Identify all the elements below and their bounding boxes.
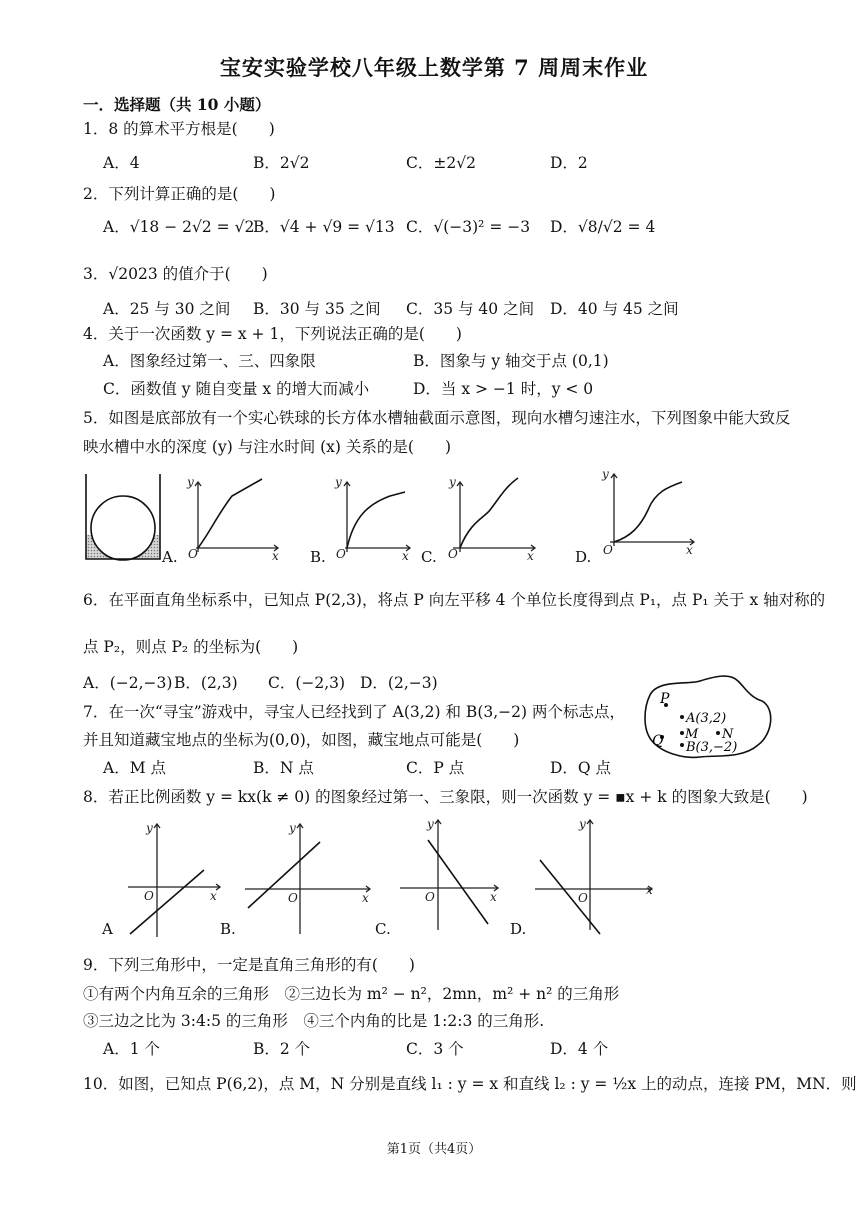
question-8-stem: 8．若正比例函数 y = kx(k ≠ 0) 的图象经过第一、三象限，则一次函数 y = ▪x + k 的图象大致是( ) xyxy=(83,788,808,806)
q9-option-a: A．1 个 xyxy=(103,1040,160,1058)
q8-letter-c: C. xyxy=(375,920,391,938)
q5-graph-a xyxy=(186,475,279,563)
svg-text:y: y xyxy=(449,475,456,489)
map-point-m: M xyxy=(685,727,699,742)
q7-option-a: A．M 点 xyxy=(103,759,166,777)
svg-text:y: y xyxy=(187,475,194,489)
q8-letter-d: D. xyxy=(510,920,527,938)
svg-text:x: x xyxy=(527,549,534,563)
page-title: 宝安实验学校八年级上数学第 7 周周末作业 xyxy=(219,55,649,80)
svg-text:O: O xyxy=(288,891,298,905)
svg-text:x: x xyxy=(646,883,653,897)
svg-text:y: y xyxy=(146,821,153,835)
q3-option-c: C．35 与 40 之间 xyxy=(406,300,535,318)
q8-letter-a: A xyxy=(102,920,113,938)
question-4-stem: 4．关于一次函数 y = x + 1，下列说法正确的是( ) xyxy=(83,325,462,343)
water-tank-diagram xyxy=(86,474,160,560)
q2-option-b: B．√4 + √9 = √13 xyxy=(253,218,395,236)
svg-text:x: x xyxy=(490,890,497,904)
q3-option-d: D．40 与 45 之间 xyxy=(550,300,679,318)
question-1-stem: 1．8 的算术平方根是( ) xyxy=(83,120,275,138)
q3-option-a: A．25 与 30 之间 xyxy=(103,300,231,318)
q8-letter-b: B. xyxy=(220,920,236,938)
svg-text:O: O xyxy=(425,890,435,904)
q1-option-d: D．2 xyxy=(550,154,588,172)
q6-option-a: A．(−2,−3) xyxy=(83,674,173,692)
q9-option-d: D．4 个 xyxy=(550,1040,609,1058)
question-5-stem-line-1: 5．如图是底部放有一个实心铁球的长方体水槽轴截面示意图，现向水槽匀速注水，下列图象中能大致反 xyxy=(83,409,791,427)
question-6-stem-line-2: 点 P₂，则点 P₂ 的坐标为( ) xyxy=(83,638,299,656)
q1-option-c: C．±2√2 xyxy=(406,154,476,172)
q5-graph-d xyxy=(601,467,694,557)
q4-option-d: D．当 x > −1 时，y < 0 xyxy=(413,380,594,398)
svg-text:O: O xyxy=(336,547,346,561)
q2-option-a: A．√18 − 2√2 = √2 xyxy=(103,218,255,236)
q5-letter-c: C. xyxy=(421,548,437,566)
svg-text:O: O xyxy=(144,889,154,903)
q9-option-c: C．3 个 xyxy=(406,1040,464,1058)
svg-text:y: y xyxy=(602,467,609,481)
question-9-stem: 9．下列三角形中，一定是直角三角形的有( ) xyxy=(83,956,415,974)
question-7-stem-line-2: 并且知道藏宝地点的坐标为(0,0)，如图，藏宝地点可能是( ) xyxy=(83,731,520,749)
page-footer: 第1页（共4页） xyxy=(386,1142,482,1157)
q3-option-b: B．30 与 35 之间 xyxy=(253,300,381,318)
q6-option-b: B．(2,3) xyxy=(174,674,238,692)
svg-text:y: y xyxy=(427,817,434,831)
q9-items-line-1: ①有两个内角互余的三角形 ②三边长为 m² − n²，2mn，m² + n² 的三角形 xyxy=(83,985,620,1003)
q7-option-d: D．Q 点 xyxy=(550,759,612,777)
q8-graph-b xyxy=(220,821,370,938)
svg-text:y: y xyxy=(335,475,342,489)
svg-text:x: x xyxy=(362,891,369,905)
q5-letter-a: A. xyxy=(162,548,178,566)
q5-letter-d: D. xyxy=(575,548,592,566)
svg-text:y: y xyxy=(289,821,296,835)
svg-text:O: O xyxy=(578,891,588,905)
map-point-a: A(3,2) xyxy=(686,711,727,726)
svg-text:x: x xyxy=(272,549,279,563)
question-7-stem-line-1: 7．在一次“寻宝”游戏中，寻宝人已经找到了 A(3,2) 和 B(3,−2) 两个标志点， xyxy=(83,703,625,721)
q1-option-b: B．2√2 xyxy=(253,154,310,172)
q2-option-d: D．√8/√2 = 4 xyxy=(550,218,656,236)
q7-option-b: B．N 点 xyxy=(253,759,314,777)
q6-option-d: D．(2,−3) xyxy=(360,674,438,692)
svg-text:x: x xyxy=(210,889,217,903)
question-2-stem: 2．下列计算正确的是( ) xyxy=(83,185,276,203)
question-5-stem-line-2: 映水槽中水的深度 (y) 与注水时间 (x) 关系的是( ) xyxy=(83,438,451,456)
q5-figures xyxy=(0,462,868,582)
section-heading: 一．选择题（共 10 小题） xyxy=(83,95,271,114)
q8-graph-c xyxy=(375,817,498,938)
map-point-b: B(3,−2) xyxy=(686,740,738,755)
q7-option-c: C．P 点 xyxy=(406,759,465,777)
q8-figures xyxy=(0,812,868,942)
question-3-stem: 3．√2023 的值介于( ) xyxy=(83,265,268,283)
question-6-stem-line-1: 6．在平面直角坐标系中，已知点 P(2,3)，将点 P 向左平移 4 个单位长度得到点 P₁，点 P₁ 关于 x 轴对称的 xyxy=(83,591,826,609)
q4-option-c: C．函数值 y 随自变量 x 的增大而减小 xyxy=(103,380,370,398)
q9-items-line-2: ③三边之比为 3:4:5 的三角形 ④三个内角的比是 1:2:3 的三角形. xyxy=(83,1012,545,1030)
q8-graph-d xyxy=(510,817,653,938)
svg-text:x: x xyxy=(402,549,409,563)
map-point-p: P xyxy=(660,691,670,707)
svg-text:O: O xyxy=(603,543,613,557)
q2-option-c: C．√(−3)² = −3 xyxy=(406,218,531,236)
svg-text:x: x xyxy=(686,543,693,557)
q5-graph-b xyxy=(334,475,410,563)
map-point-n: N xyxy=(722,727,734,742)
q1-option-a: A．4 xyxy=(103,154,140,172)
q5-graph-c xyxy=(448,475,535,563)
svg-text:O: O xyxy=(448,547,458,561)
svg-text:y: y xyxy=(579,817,586,831)
q5-letter-b: B. xyxy=(310,548,326,566)
map-point-q: Q xyxy=(652,733,664,749)
q4-option-b: B．图象与 y 轴交于点 (0,1) xyxy=(413,352,609,370)
q9-option-b: B．2 个 xyxy=(253,1040,311,1058)
q8-graph-a xyxy=(101,821,220,938)
svg-text:O: O xyxy=(188,547,198,561)
question-10-stem: 10．如图，已知点 P(6,2)，点 M，N 分别是直线 l₁ : y = x 和直线 l₂ : y = ½x 上的动点，连接 PM，MN．则 xyxy=(83,1075,857,1093)
treasure-map xyxy=(638,673,778,763)
q4-option-a: A．图象经过第一、三、四象限 xyxy=(103,352,316,370)
q6-option-c: C．(−2,3) xyxy=(268,674,346,692)
